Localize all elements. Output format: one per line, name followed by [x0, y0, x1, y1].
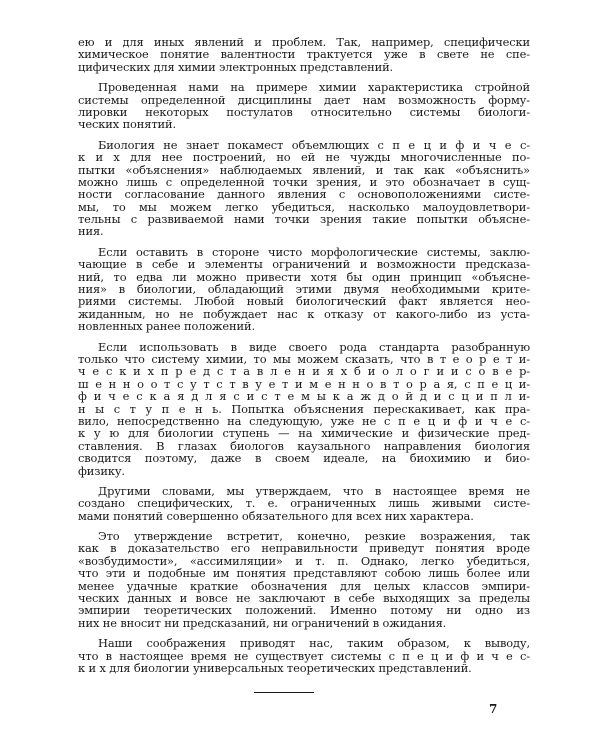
text-line: ний, то едва ли можно привести хотя бы один принцип «объясне- — [78, 269, 530, 284]
text-line: что эти и подобные им понятия представляют собою лишь более или — [78, 566, 530, 581]
paragraph — [78, 36, 530, 73]
text-line: пытки «объяснения» наблюдаемых явлений, и так как «объяснить» — [78, 162, 530, 177]
text-line: что в настоящее время не существует системы с п е ц и ф и ч е с- — [78, 648, 530, 663]
text-line: вило, непосредственно на следующую, уже не с п е ц и ф и ч е с- — [78, 413, 530, 428]
text-line: Это утверждение встретит, конечно, резкие возражения, так — [98, 529, 530, 544]
paragraph — [78, 246, 530, 333]
text-line: Если использовать в виде своего рода стандарта разобранную — [98, 339, 530, 354]
text-line: ческих понятий. — [78, 117, 176, 132]
text-line: сводится поэтому, даже в своем идеале, на биохимию и био- — [78, 451, 530, 466]
text-line: физику. — [78, 463, 125, 478]
text-line: эмпирии теоретических положений. Именно потому ни одно из — [78, 603, 530, 618]
text-line: менее удачные краткие обозначения для целых классов эмпири- — [78, 578, 530, 593]
text-line: лировки некоторых постулатов относительно системы биологи- — [78, 104, 530, 119]
text-line: системы определенной дисциплины дает нам возможность форму- — [78, 92, 530, 107]
text-line: как в доказательство его неправильности приведут понятия вроде — [78, 541, 530, 556]
text-line: цифических для химии электронных представлений. — [78, 59, 394, 74]
text-line: к и х для нее построений, но ей не чужды многочисленные по- — [78, 150, 530, 165]
text-line: риями системы. Любой новый биологический факт является нео- — [78, 294, 530, 309]
text-line: новленных ранее положений. — [78, 319, 255, 334]
text-line: ставления. В глазах биологов каузального направления биология — [78, 438, 530, 453]
text-line: мы, то мы можем легко убедиться, насколько малоудовлетвори- — [78, 199, 530, 214]
paragraph — [78, 485, 530, 522]
text-line: Наши соображения приводят нас, таким образом, к выводу, — [98, 636, 530, 651]
text-line: Биология не знает покамест объемлющих с п е ц и ф и ч е с- — [98, 137, 530, 152]
text-line: Другими словами, мы утверждаем, что в настоящее время не — [98, 483, 530, 498]
text-line: н ы с т у п е н ь. Попытка объяснения перескакивает, как пра- — [78, 401, 530, 416]
text-line: «возбудимости», «ассимиляции» и т. п. Однако, легко убедиться, — [78, 553, 530, 568]
text-line: мами понятий совершенно обязательного для всех них характера. — [78, 508, 474, 523]
paragraph — [78, 637, 530, 674]
text-line: можно лишь с определенной точки зрения, и это обозначает в сущ- — [78, 174, 530, 189]
text-line: ч е с к и х п р е д с т а в л е н и я х б и о л о г и и с о в е р- — [78, 364, 530, 379]
text-line: к и х для биологии универсальных теоретических представлений. — [78, 660, 472, 675]
text-line: ности согласование данного явления с основоположениями систе- — [78, 187, 530, 202]
book-page — [78, 36, 530, 682]
text-line: них не вносит ни предсказаний, ни ограничений в ожидания. — [78, 615, 447, 630]
text-line: тельны с развиваемой нами точки зрения такие попытки объясне- — [78, 212, 530, 227]
paragraph — [78, 341, 530, 477]
text-line: Проведенная нами на примере химии характеристика стройной — [98, 80, 530, 95]
text-line: ния. — [78, 224, 104, 239]
text-line: ческих данных и вовсе не заключают в себе выходящих за пределы — [78, 591, 530, 606]
text-line: только что систему химии, то мы можем сказать, что в т е о р е т и- — [78, 351, 530, 366]
text-line: ния» в биологии, обладающий этими двумя необходимыми крите- — [78, 282, 530, 297]
paragraph — [78, 530, 530, 629]
text-line: к у ю для биологии ступень — на химические и физические пред- — [78, 426, 530, 441]
page-number: 7 — [489, 702, 498, 716]
text-line: химическое понятие валентности трактуется уже в свете не спе- — [78, 47, 530, 62]
text-line: чающие в себе и элементы ограничений и возможности предсказа- — [78, 257, 530, 272]
end-rule — [254, 692, 314, 693]
paragraph — [78, 139, 530, 238]
text-line: ш е н н о о т с у т с т в у е т и м е н н о в т о р а я, с п е ц и- — [78, 376, 530, 391]
text-line: ею и для иных явлений и проблем. Так, например, специфически — [78, 35, 530, 49]
paragraph — [78, 81, 530, 131]
text-line: создано специфических, т. е. ограниченных лишь живыми систе- — [78, 496, 530, 511]
text-line: жиданным, но не побуждает нас к отказу от какого-либо из уста- — [78, 306, 530, 321]
text-line: ф и ч е с к а я д л я с и с т е м ы к а ж д о й д и с ц и п л и- — [78, 389, 530, 404]
text-line: Если оставить в стороне чисто морфологические системы, заклю- — [98, 244, 530, 259]
